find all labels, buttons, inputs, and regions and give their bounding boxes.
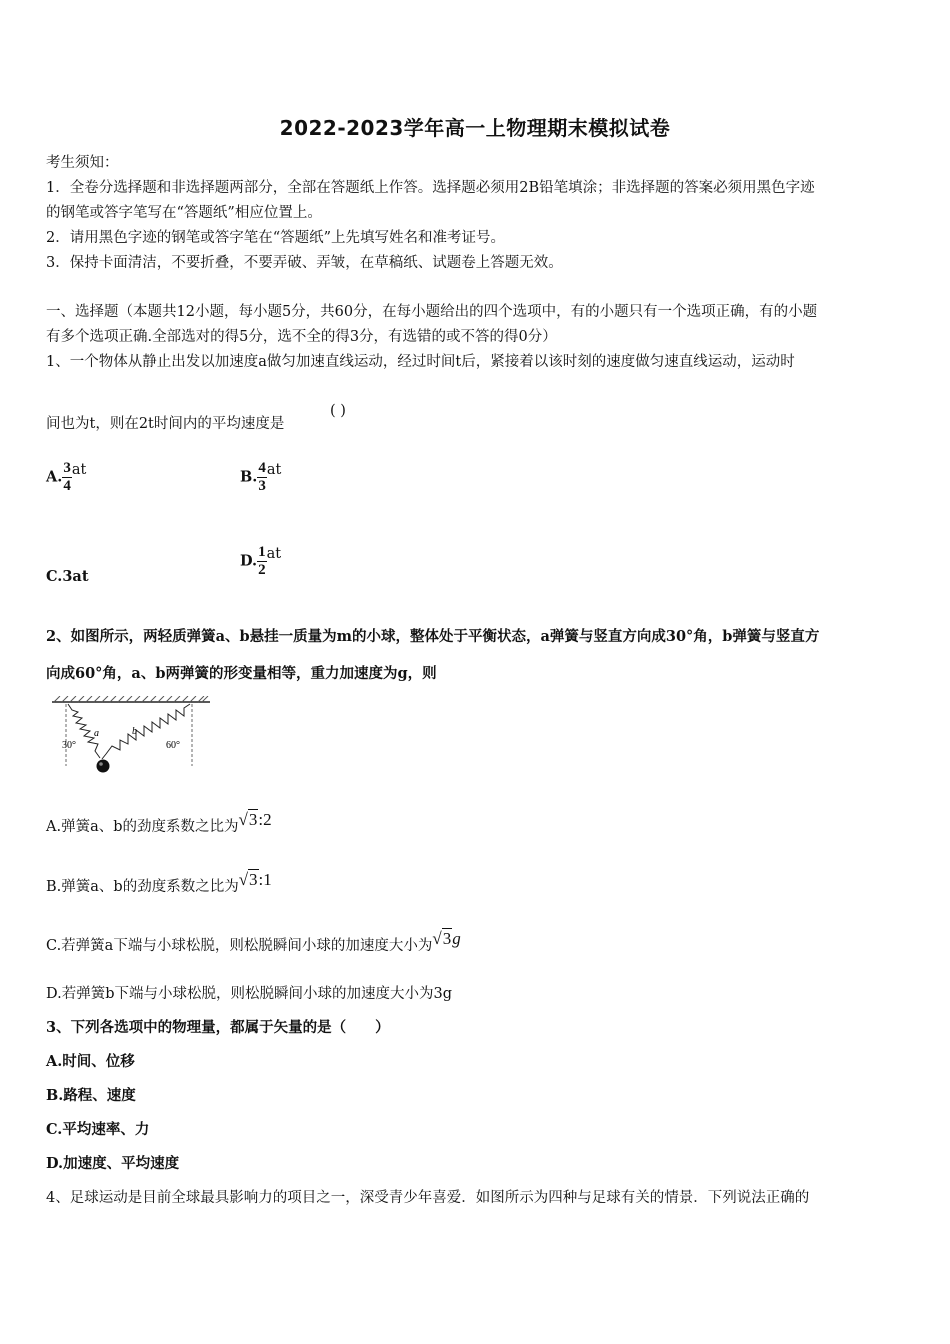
q1-stem: 间也为t，则在2t时间内的平均速度是 [46,416,285,432]
fraction: $\frac{4}{3}$ [258,460,266,494]
fraction: $\frac{1}{2}$ [258,544,266,578]
q3-option-c: C.平均速率、力 [46,1121,150,1138]
q3-option-b: B.路程、速度 [46,1087,136,1104]
notice-item: 的钢笔或答字笔写在“答题纸”相应位置上。 [46,205,322,221]
q1-answer-blank: ( ) [330,403,346,419]
q1-option-d: D. $\frac{1}{2}$ at [240,544,282,578]
notice-item: 2．请用黑色字迹的钢笔或答字笔在“答题纸”上先填写姓名和准考证号。 [46,230,506,246]
angle-a-label: 30° [62,740,76,751]
q1-option-c: C.3at [46,568,89,585]
q3-option-d: D.加速度、平均速度 [46,1155,180,1172]
q2-option-d: D.若弹簧b下端与小球松脱，则松脱瞬间小球的加速度大小为3g [46,986,453,1002]
q2-stem: 2、如图所示，两轻质弹簧a、b悬挂一质量为m的小球，整体处于平衡状态，a弹簧与竖直方向成30°角，b弹簧与竖直方 [46,628,820,645]
q4-stem: 4、足球运动是目前全球最具影响力的项目之一，深受青少年喜爱．如图所示为四种与足球有关的情景．下列说法正确的 [46,1190,810,1206]
q3-option-a: A.时间、位移 [46,1053,135,1070]
spring-a-label: a [94,728,99,739]
fraction: $\frac{3}{4}$ [63,460,71,494]
q2-option-c: C.若弹簧a下端与小球松脱，则松脱瞬间小球的加速度大小为√3g [46,929,461,954]
notice-heading: 考生须知： [46,155,119,171]
q1-stem: 1、一个物体从静止出发以加速度a做匀加速直线运动，经过时间t后，紧接着以该时刻的速度做匀速直线运动，运动时 [46,354,795,370]
section-instructions: 一、选择题（本题共12小题，每小题5分，共60分，在每小题给出的四个选项中，有的小题只有一个选项正确，有的小题 [46,304,818,320]
spring-b-label: b [132,726,137,737]
q1-option-b: B. $\frac{4}{3}$ at [240,460,282,494]
spring-figure [48,696,214,776]
q2-option-a: A.弹簧a、b的劲度系数之比为√3:2 [46,810,272,835]
q2-stem: 向成60°角，a、b两弹簧的形变量相等，重力加速度为g，则 [46,665,437,682]
q2-option-b: B.弹簧a、b的劲度系数之比为√3:1 [46,870,272,895]
q1-option-a: A. $\frac{3}{4}$ at [46,460,87,494]
angle-b-label: 60° [166,740,180,751]
section-instructions: 有多个选项正确.全部选对的得5分，选不全的得3分，有选错的或不答的得0分） [46,329,557,345]
notice-item: 1．全卷分选择题和非选择题两部分，全部在答题纸上作答。选择题必须用2B铅笔填涂；非选择题的答案必须用黑色字迹 [46,180,815,196]
page-title: 2022-2023学年高一上物理期末模拟试卷 [279,116,671,140]
notice-item: 3．保持卡面清洁，不要折叠，不要弄破、弄皱，在草稿纸、试题卷上答题无效。 [46,255,563,271]
q3-stem: 3、下列各选项中的物理量，都属于矢量的是（ ） [46,1019,390,1036]
